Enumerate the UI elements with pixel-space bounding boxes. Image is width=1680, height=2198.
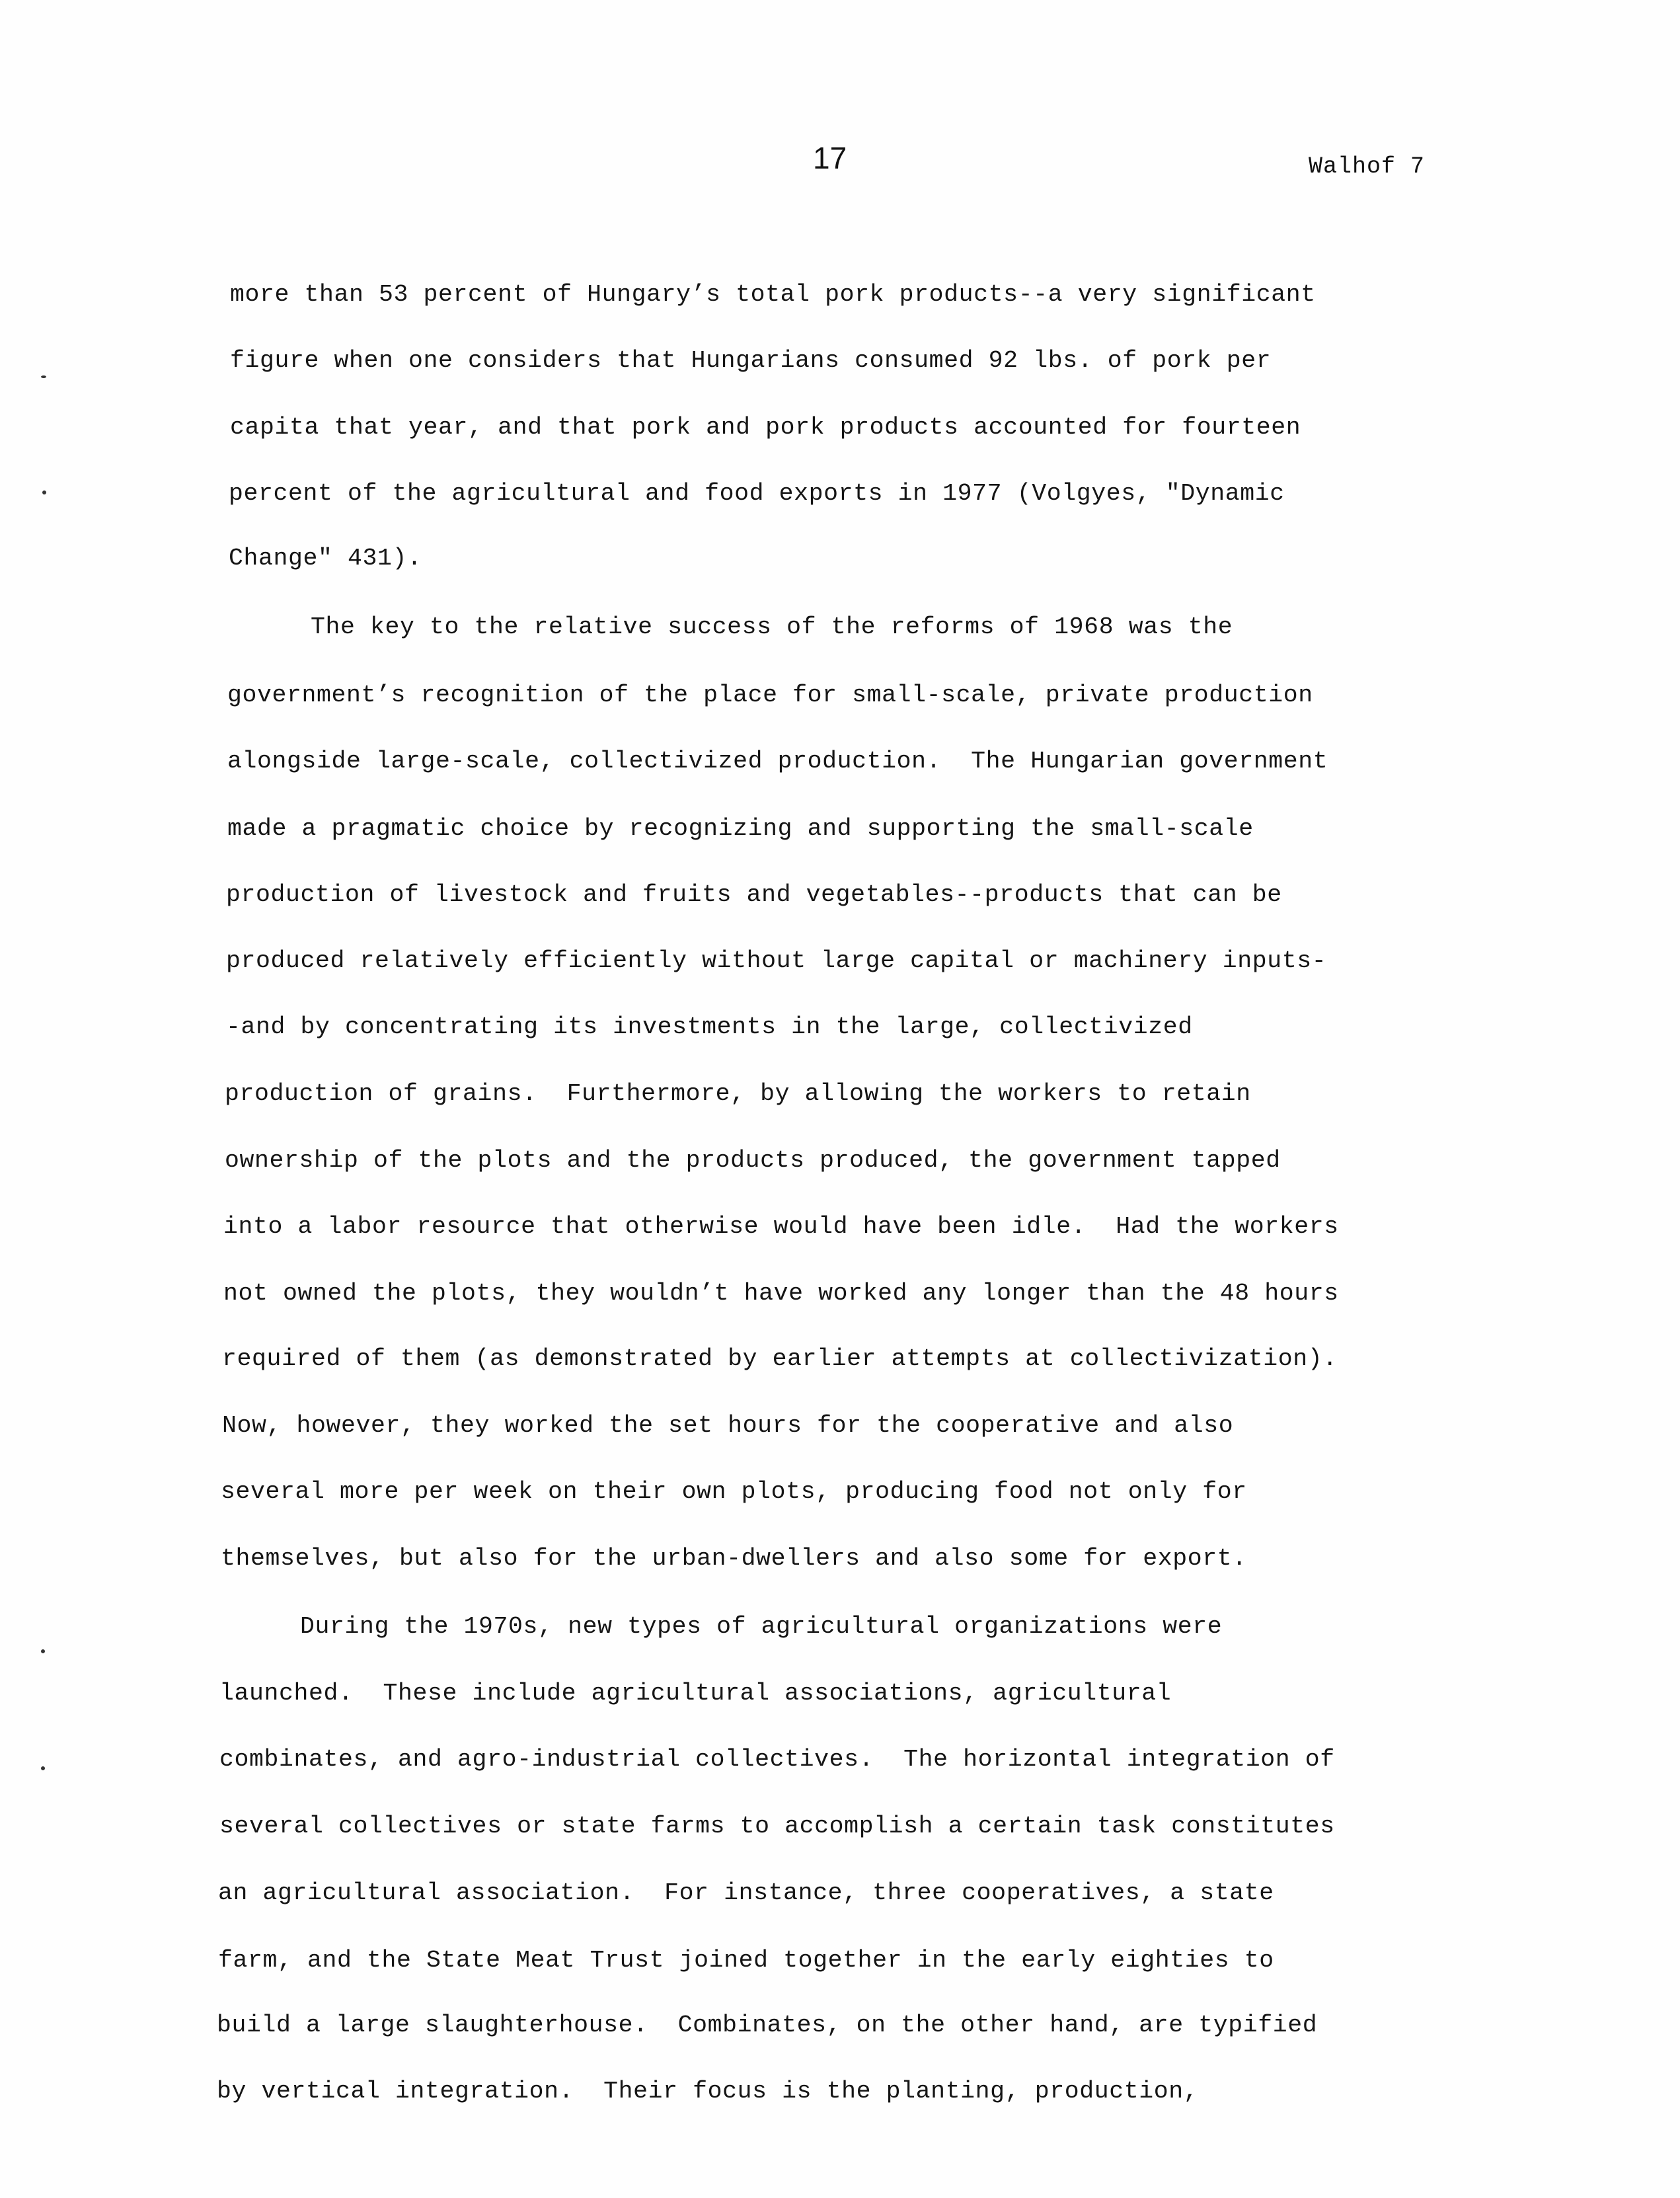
text-line: capita that year, and that pork and pork products accounted for fourteen	[230, 414, 1301, 441]
text-line: several more per week on their own plots, producing food not only for	[221, 1478, 1247, 1505]
text-line: alongside large-scale, collectivized production. The Hungarian government	[227, 748, 1328, 775]
text-line: percent of the agricultural and food exports in 1977 (Volgyes, "Dynamic	[229, 480, 1285, 507]
text-line: required of them (as demonstrated by earlier attempts at collectivization).	[222, 1345, 1338, 1372]
text-line: combinates, and agro-industrial collectives. The horizontal integration of	[219, 1746, 1335, 1773]
text-line: more than 53 percent of Hungary’s total pork products--a very significant	[230, 281, 1316, 308]
paragraph-start-line: During the 1970s, new types of agricultural organizations were	[300, 1613, 1223, 1640]
text-line: not owned the plots, they wouldn’t have worked any longer than the 48 hours	[223, 1280, 1339, 1307]
text-line: themselves, but also for the urban-dwellers and also some for export.	[221, 1545, 1247, 1572]
page-number: 17	[813, 141, 847, 175]
text-line: Change" 431).	[229, 545, 422, 572]
text-line: made a pragmatic choice by recognizing and supporting the small-scale	[227, 815, 1254, 842]
scan-speck	[41, 1766, 45, 1770]
running-header: Walhof 7	[1309, 153, 1426, 180]
text-line: an agricultural association. For instance, three cooperatives, a state	[218, 1879, 1274, 1906]
text-line: ownership of the plots and the products produced, the government tapped	[225, 1147, 1281, 1174]
text-line: by vertical integration. Their focus is the planting, production,	[217, 2078, 1199, 2105]
text-line: farm, and the State Meat Trust joined together in the early eighties to	[218, 1947, 1274, 1974]
scan-speck	[42, 491, 46, 494]
text-line: government’s recognition of the place for small-scale, private production	[227, 682, 1313, 709]
paragraph-start-line: The key to the relative success of the reforms of 1968 was the	[311, 613, 1233, 641]
text-line: several collectives or state farms to accomplish a certain task constitutes	[219, 1813, 1335, 1840]
text-line: produced relatively efficiently without large capital or machinery inputs-	[226, 947, 1327, 974]
text-line: Now, however, they worked the set hours for the cooperative and also	[222, 1412, 1234, 1439]
text-line: into a labor resource that otherwise would have been idle. Had the workers	[223, 1213, 1339, 1240]
text-line: -and by concentrating its investments in the large, collectivized	[226, 1013, 1193, 1040]
text-line: figure when one considers that Hungarians consumed 92 lbs. of pork per	[230, 347, 1272, 374]
text-line: production of livestock and fruits and vegetables--products that can be	[226, 881, 1282, 908]
scan-speck	[41, 1649, 45, 1653]
text-line: production of grains. Furthermore, by allowing the workers to retain	[225, 1080, 1251, 1107]
text-line: build a large slaughterhouse. Combinates, on the other hand, are typified	[217, 2012, 1318, 2039]
scan-speck	[41, 375, 46, 378]
text-line: launched. These include agricultural associations, agricultural	[219, 1680, 1172, 1707]
